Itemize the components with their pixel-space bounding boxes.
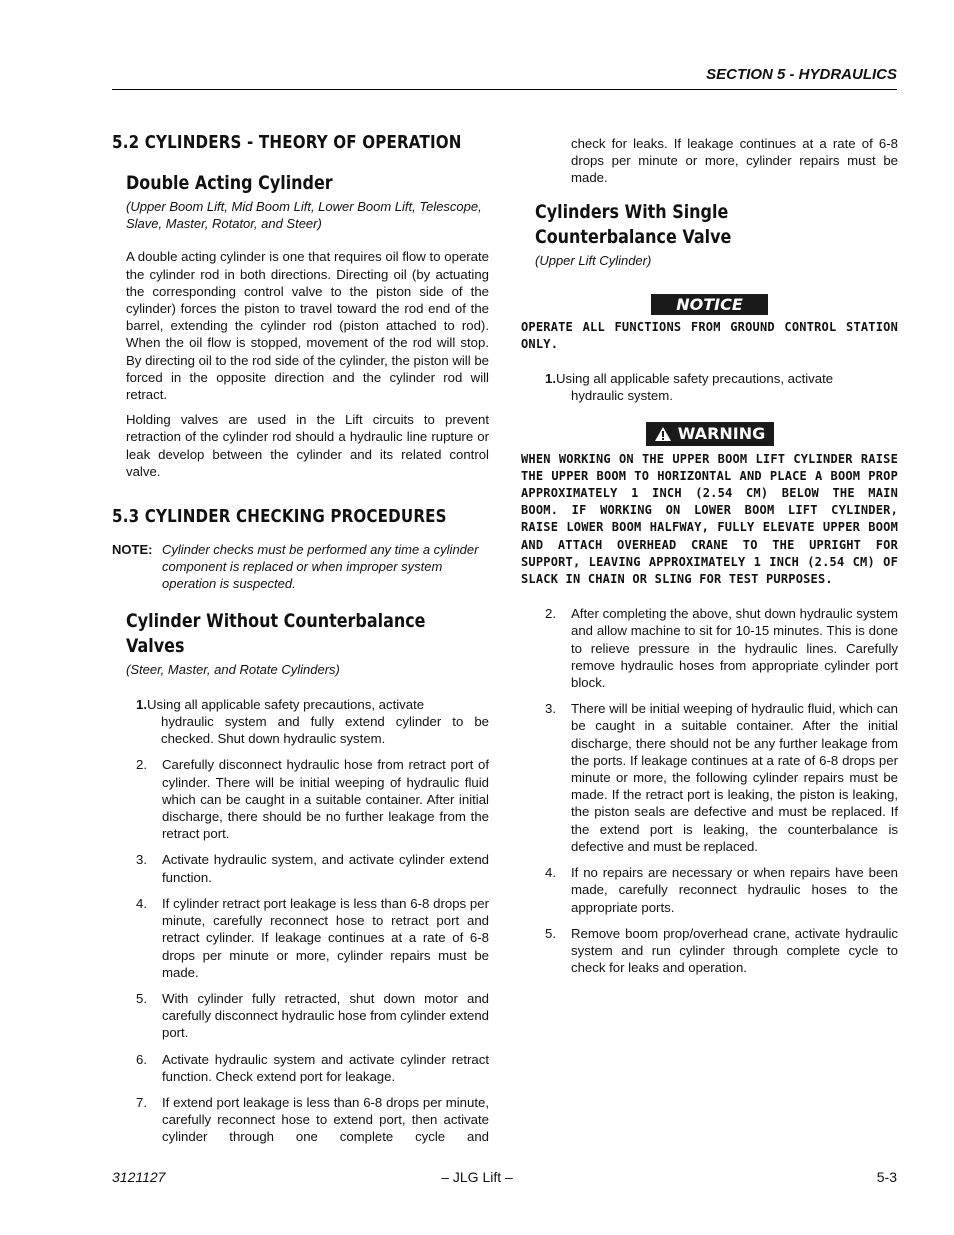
header-rule — [112, 89, 897, 90]
left-step-1-line1: Using all applicable safety precautions, activate — [147, 696, 425, 712]
double-acting-heading: Double Acting Cylinder — [126, 172, 333, 194]
note — [112, 541, 489, 593]
left-step-1 — [126, 696, 489, 748]
step-7-continuation: check for leaks. If leakage continues at a rate of 6-8 drops per minute or more, cylinder repairs must be made. — [571, 136, 898, 186]
warning-text: WHEN WORKING ON THE UPPER BOOM LIFT CYLINDER RAISE THE UPPER BOOM TO HORIZONTAL AND PLACE A BOOM PROP APPROXIMATELY 1 INCH (2.54 CM) BELOW THE MAIN BOOM. IF WORKING ON LOWER BOOM LIFT CYLINDER, RAISE LOWER BOOM HALFWAY, FULLY ELEVATE UPPER BOOM AND ATTACH OVERHEAD CRANE TO THE UPRIGHT FOR SUPPORT, LEAVING APPROXIMATELY 1 INCH (2.54 CM) OF SLACK IN CHAIN OR SLING FOR TEST PURPOSES. — [521, 451, 898, 587]
section-5-2-heading: 5.2 CYLINDERS - THEORY OF OPERATION — [112, 132, 462, 153]
single-counterbalance-heading: Cylinders With Single Counterbalance Valve — [535, 200, 732, 248]
notice-text: OPERATE ALL FUNCTIONS FROM GROUND CONTROL STATION ONLY. — [521, 319, 898, 352]
list-item: 6. Activate hydraulic system and activate cylinder retract function. Check extend port for leakage. — [136, 1051, 489, 1084]
list-item: 4. If cylinder retract port leakage is less than 6-8 drops per minute, carefully reconnect hose to retract port and retract cylinder. If leakage continues at a rate of 6-8 drops per minute or more, cylinder repairs must be made. — [136, 895, 489, 980]
list-item: 5. With cylinder fully retracted, shut down motor and carefully disconnect hydraulic hose from cylinder extend port. — [136, 990, 489, 1041]
left-step-1-number: 1. — [136, 696, 147, 712]
right-step-1-line1: Using all applicable safety precautions, activate — [556, 371, 834, 387]
double-acting-applicability: (Upper Boom Lift, Mid Boom Lift, Lower Boom Lift, Telescope, Slave, Master, Rotator, and Steer) — [126, 199, 482, 232]
single-counterbalance-applicability: (Upper Lift Cylinder) — [535, 252, 652, 268]
note-label: NOTE: — [112, 542, 153, 558]
list-item: 2. After completing the above, shut down hydraulic system and allow machine to sit for 10-15 minutes. This is done to relieve pressure in the hydraulic lines. Carefully remove hydraulic hoses from appropriate cylinder port block. — [545, 606, 898, 691]
right-step-1-number: 1. — [545, 371, 556, 387]
list-item: 3. Activate hydraulic system, and activate cylinder extend function. — [136, 852, 489, 885]
section-5-3-heading: 5.3 CYLINDER CHECKING PROCEDURES — [112, 506, 447, 528]
without-counterbalance-heading: Cylinder Without Counterbalance Valves — [126, 609, 426, 657]
warning-triangle-icon — [654, 426, 672, 442]
note-text: Cylinder checks must be performed any time a cylinder component is replaced or when improper system operation is suspected. — [162, 542, 479, 592]
footer-brand: – JLG Lift – — [441, 1169, 513, 1185]
warning-label: WARNING — [677, 424, 766, 444]
list-item: 5. Remove boom prop/overhead crane, activate hydraulic system and run cylinder through complete cycle to check for leaks and operation. — [545, 925, 898, 976]
section-header: SECTION 5 - HYDRAULICS — [706, 66, 897, 83]
notice-badge: NOTICE — [651, 294, 768, 315]
double-acting-paragraph-1: A double acting cylinder is one that requires oil flow to operate the cylinder rod in both directions. Directing oil (by actuating the corresponding control valve to the piston side of the cylinder) forces the piston to travel toward the rod end of the barrel, extending the cylinder rod (piston attached to rod). When the oil flow is stopped, movement of the rod will stop. By directing oil to the rod side of the cylinder, the piston will be forced in the opposite direction and the cylinder rod will retract. — [126, 249, 489, 403]
list-item: 2. Carefully disconnect hydraulic hose from retract port of cylinder. There will be initial weeping of hydraulic fluid which can be caught in a suitable container. After initial discharge, there should be no further leakage from the retract port. — [136, 757, 489, 842]
footer-doc-number: 3121127 — [112, 1169, 166, 1185]
list-item: 4. If no repairs are necessary or when repairs have been made, carefully reconnect hydraulic hoses to the appropriate ports. — [545, 865, 898, 915]
footer-page-number: 5-3 — [876, 1169, 897, 1185]
double-acting-paragraph-2: Holding valves are used in the Lift circuits to prevent retraction of the cylinder rod should a hydraulic line rupture or leak develop between the cylinder and its related control valve. — [126, 412, 489, 479]
right-column — [521, 128, 898, 976]
left-column — [112, 128, 489, 1146]
left-step-1-rest: hydraulic system and fully extend cylinder to be checked. Shut down hydraulic system. — [161, 714, 489, 747]
warning-badge — [646, 422, 774, 446]
without-counterbalance-applicability: (Steer, Master, and Rotate Cylinders) — [126, 661, 340, 677]
list-item: 7. If extend port leakage is less than 6-8 drops per minute, carefully reconnect hose to extend port, then activate cylinder through one complete cycle and — [136, 1094, 489, 1145]
right-step-list — [521, 605, 898, 976]
right-step-1 — [521, 370, 898, 404]
left-step-list — [126, 756, 489, 1145]
list-item: 3. There will be initial weeping of hydraulic fluid, which can be caught in a suitable container. After the initial discharge, there should not be any further leakage from the ports. If leakage continues at a rate of 6-8 drops per minute or more, the following cylinder repairs must be made. If the retract port is leaking, the piston is leaking, the piston seals are defective and must be replaced. If the extend port is leaking, the counterbalance is defective and must be replaced. — [545, 701, 898, 854]
right-step-1-rest: hydraulic system. — [571, 388, 673, 404]
